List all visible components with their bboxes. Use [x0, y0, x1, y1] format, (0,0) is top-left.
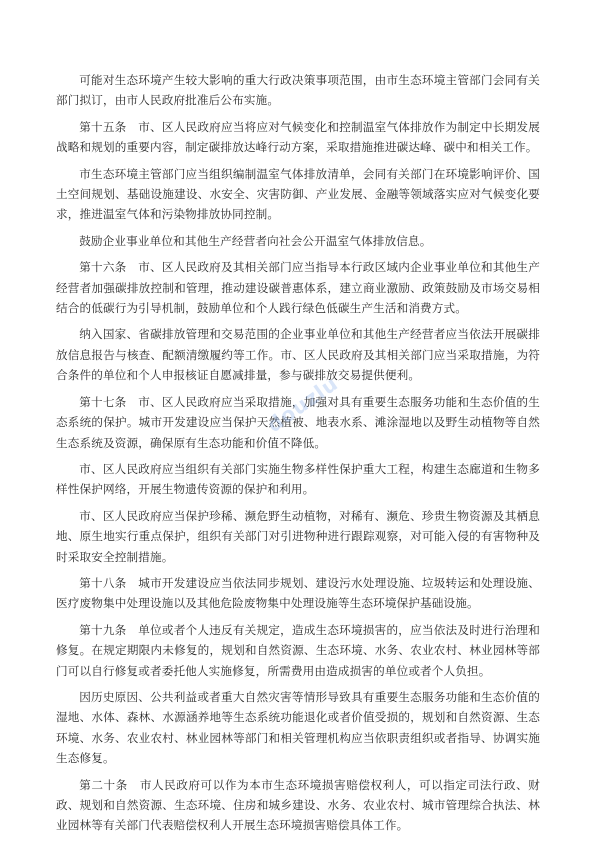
- paragraph-endangered-species: 市、区人民政府应当保护珍稀、濒危野生动植物，对稀有、濒危、珍贵生物资源及其栖息地、原生地实行重点保护，组织有关部门对引进物种进行跟踪观察，对可能入侵的有害物种及时采取安全控制措施。: [56, 508, 540, 564]
- paragraph-article-17: 第十七条 市、区人民政府应当采取措施，加强对具有重要生态服务功能和生态价值的生态系统的保护。城市开发建设应当保护天然植被、地表水系、滩涂湿地以及野生动植物等自然生态系统及资源，确保原有生态功能和价值不降低。: [56, 394, 540, 450]
- paragraph-ecological-restoration: 因历史原因、公共利益或者重大自然灾害等情形导致具有重要生态服务功能和生态价值的湿地、水体、森林、水源涵养地等生态系统功能退化或者价值受损的，规划和自然资源、生态环境、水务、农业农村、林业园林等部门和相关管理机构应当依职责组织或者指导、协调实施生态修复。: [56, 689, 540, 766]
- paragraph-carbon-trading: 纳入国家、省碳排放管理和交易范围的企业事业单位和其他生产经营者应当依法开展碳排放信息报告与核查、配额清缴履约等工作。市、区人民政府及其相关部门应当采取措施，为符合条件的单位和个人申报核证自愿减排量，参与碳排放交易提供便利。: [56, 327, 540, 383]
- paragraph-decision-scope: 可能对生态环境产生较大影响的重大行政决策事项范围，由市生态环境主管部门会同有关部门拟订，由市人民政府批准后公布实施。: [56, 73, 540, 108]
- paragraph-article-19: 第十九条 单位或者个人违反有关规定，造成生态环境损害的，应当依法及时进行治理和修复。在规定期限内未修复的，规划和自然资源、生态环境、水务、农业农村、林业园林等部门可以自行修复或者委托他人实施修复，所需费用由造成损害的单位或者个人负担。: [56, 622, 540, 678]
- document-body: [56, 70, 540, 842]
- paragraph-article-16: 第十六条 市、区人民政府及其相关部门应当指导本行政区域内企业事业单位和其他生产经营者加强碳排放控制和管理，推动建设碳普惠体系，建立商业激励、政策鼓励及市场交易相结合的低碳行为引导机制，鼓励单位和个人践行绿色低碳生产生活和消费方式。: [56, 260, 540, 316]
- paragraph-article-18: 第十八条 城市开发建设应当依法同步规划、建设污水处理设施、垃圾转运和处理设施、医疗废物集中处理设施以及其他危险废物集中处理设施等生态环境保护基础设施。: [56, 575, 540, 611]
- paragraph-article-15: 第十五条 市、区人民政府应当将应对气候变化和控制温室气体排放作为制定中长期发展战略和规划的重要内容，制定碳排放达峰行动方案，采取措施推进碳达峰、碳中和相关工作。: [56, 119, 540, 155]
- paragraph-biodiversity: 市、区人民政府应当组织有关部门实施生物多样性保护重大工程，构建生态廊道和生物多样性保护网络，开展生物遗传资源的保护和利用。: [56, 461, 540, 497]
- watermark: douzlu: [262, 370, 343, 438]
- paragraph-ghg-disclosure: 鼓励企业事业单位和其他生产经营者向社会公开温室气体排放信息。: [79, 233, 432, 248]
- paragraph-ghg-inventory: 市生态环境主管部门应当组织编制温室气体排放清单，会同有关部门在环境影响评价、国土空间规划、基础设施建设、水安全、灾害防御、产业发展、金融等领域落实应对气候变化要求，推进温室气体和污染物排放协同控制。: [56, 166, 540, 222]
- paragraph-article-20: 第二十条 市人民政府可以作为本市生态环境损害赔偿权利人，可以指定司法行政、财政、规划和自然资源、生态环境、住房和城乡建设、水务、农业农村、城市管理综合执法、林业园林等有关部门代表赔偿权利人开展生态环境损害赔偿具体工作。: [56, 777, 540, 833]
